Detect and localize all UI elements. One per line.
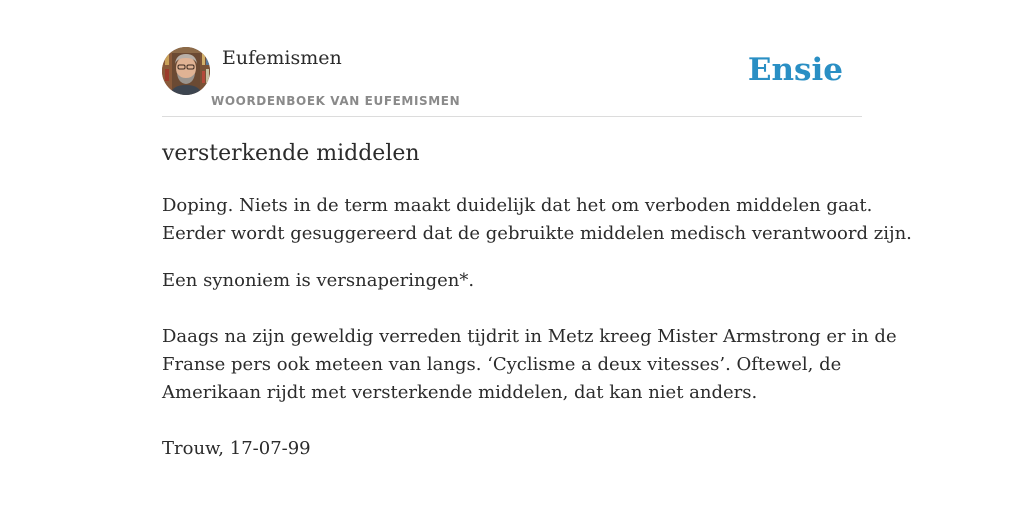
entry-content (162, 138, 912, 463)
quote-line: Franse pers ook meteen van langs. ‘Cyclisme a deux vitesses’. Oftewel, de (162, 354, 842, 375)
definition-line: Doping. Niets in de term maakt duidelijk dat het om verboden middelen gaat. (162, 195, 873, 216)
definition-line: Eerder wordt gesuggereerd dat de gebruikte middelen medisch verantwoord zijn. (162, 223, 912, 244)
quote-line: Amerikaan rijdt met versterkende middelen, dat kan niet anders. (162, 382, 758, 403)
entry-definition (162, 192, 912, 248)
header (162, 46, 862, 117)
quote-line: Daags na zijn geweldig verreden tijdrit in Metz kreeg Mister Armstrong er in de (162, 326, 897, 347)
avatar[interactable] (162, 47, 210, 95)
entry-synonym: Een synoniem is versnaperingen*. (162, 270, 475, 291)
entry-title: versterkende middelen (162, 141, 420, 166)
brand-logo[interactable]: Ensie (747, 52, 843, 88)
author-name[interactable]: Eufemismen (222, 47, 342, 69)
avatar-image (162, 47, 210, 95)
entry-quote (162, 323, 897, 407)
dictionary-subtitle[interactable]: WOORDENBOEK VAN EUFEMISMEN (211, 94, 461, 108)
entry-source: Trouw, 17-07-99 (162, 438, 311, 459)
